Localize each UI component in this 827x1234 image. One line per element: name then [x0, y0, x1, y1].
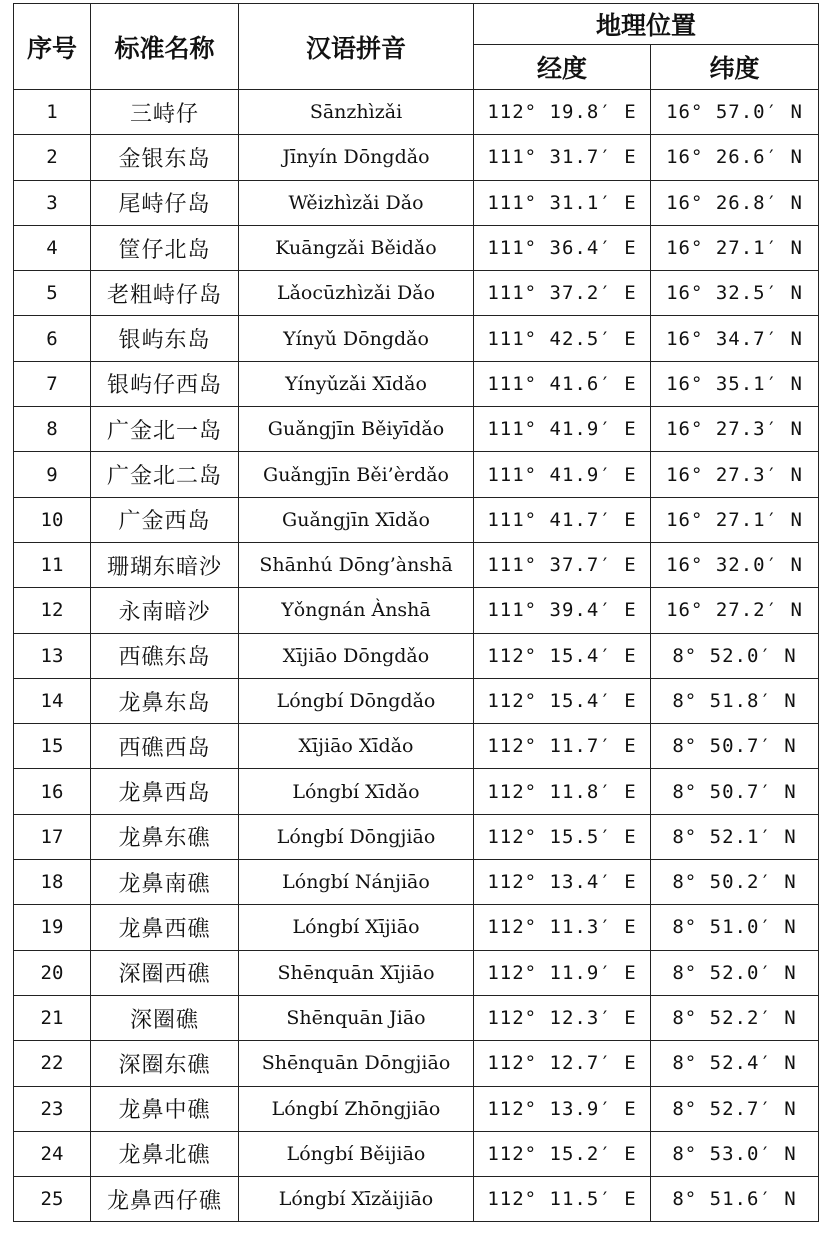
longitude-value: 112° 15.4′ E	[474, 678, 651, 723]
row-index: 19	[14, 905, 91, 950]
longitude-value: 112° 11.7′ E	[474, 724, 651, 769]
latitude-value: 16° 26.8′ N	[651, 180, 819, 225]
table-row	[14, 452, 819, 497]
row-index: 17	[14, 814, 91, 859]
latitude-value: 8° 52.4′ N	[651, 1041, 819, 1086]
pinyin-name: Guǎngjīn Běiyīdǎo	[239, 407, 474, 452]
pinyin-name: Lóngbí Xīdǎo	[239, 769, 474, 814]
longitude-value: 112° 15.5′ E	[474, 814, 651, 859]
table-row	[14, 950, 819, 995]
row-index: 25	[14, 1177, 91, 1222]
pinyin-name: Wěizhìzǎi Dǎo	[239, 180, 474, 225]
standard-name: 龙鼻西岛	[91, 769, 239, 814]
latitude-value: 16° 27.3′ N	[651, 407, 819, 452]
header-geographic-location: 地理位置	[474, 4, 819, 45]
standard-name: 龙鼻西礁	[91, 905, 239, 950]
table-row	[14, 90, 819, 135]
pinyin-name: Shēnquān Jiāo	[239, 995, 474, 1040]
table-row	[14, 588, 819, 633]
longitude-value: 111° 41.9′ E	[474, 407, 651, 452]
pinyin-name: Shēnquān Xījiāo	[239, 950, 474, 995]
latitude-value: 8° 50.2′ N	[651, 860, 819, 905]
standard-name: 龙鼻东岛	[91, 678, 239, 723]
standard-name: 龙鼻西仔礁	[91, 1177, 239, 1222]
geographic-names-table	[13, 3, 819, 1222]
table-row	[14, 1177, 819, 1222]
row-index: 20	[14, 950, 91, 995]
table-row	[14, 905, 819, 950]
standard-name: 金银东岛	[91, 135, 239, 180]
pinyin-name: Shānhú Dōng’ànshā	[239, 542, 474, 587]
standard-name: 尾峙仔岛	[91, 180, 239, 225]
latitude-value: 16° 57.0′ N	[651, 90, 819, 135]
standard-name: 深圈西礁	[91, 950, 239, 995]
longitude-value: 111° 37.2′ E	[474, 271, 651, 316]
header-latitude: 纬度	[651, 45, 819, 90]
standard-name: 广金西岛	[91, 497, 239, 542]
row-index: 18	[14, 860, 91, 905]
pinyin-name: Lǎocūzhìzǎi Dǎo	[239, 271, 474, 316]
latitude-value: 16° 34.7′ N	[651, 316, 819, 361]
standard-name: 深圈礁	[91, 995, 239, 1040]
longitude-value: 112° 15.4′ E	[474, 633, 651, 678]
header-index: 序号	[14, 4, 91, 90]
longitude-value: 112° 13.9′ E	[474, 1086, 651, 1131]
row-index: 9	[14, 452, 91, 497]
table-row	[14, 271, 819, 316]
pinyin-name: Lóngbí Běijiāo	[239, 1131, 474, 1176]
longitude-value: 111° 41.7′ E	[474, 497, 651, 542]
row-index: 1	[14, 90, 91, 135]
standard-name: 龙鼻北礁	[91, 1131, 239, 1176]
latitude-value: 8° 51.0′ N	[651, 905, 819, 950]
row-index: 6	[14, 316, 91, 361]
row-index: 11	[14, 542, 91, 587]
header-longitude: 经度	[474, 45, 651, 90]
row-index: 7	[14, 361, 91, 406]
longitude-value: 112° 12.3′ E	[474, 995, 651, 1040]
longitude-value: 112° 15.2′ E	[474, 1131, 651, 1176]
table-row	[14, 860, 819, 905]
longitude-value: 112° 11.5′ E	[474, 1177, 651, 1222]
pinyin-name: Yínyǔ Dōngdǎo	[239, 316, 474, 361]
longitude-value: 111° 41.9′ E	[474, 452, 651, 497]
row-index: 5	[14, 271, 91, 316]
latitude-value: 16° 27.1′ N	[651, 497, 819, 542]
latitude-value: 8° 52.1′ N	[651, 814, 819, 859]
pinyin-name: Shēnquān Dōngjiāo	[239, 1041, 474, 1086]
row-index: 21	[14, 995, 91, 1040]
row-index: 8	[14, 407, 91, 452]
pinyin-name: Lóngbí Xīzǎijiāo	[239, 1177, 474, 1222]
latitude-value: 8° 50.7′ N	[651, 724, 819, 769]
standard-name: 银屿东岛	[91, 316, 239, 361]
pinyin-name: Lóngbí Xījiāo	[239, 905, 474, 950]
standard-name: 永南暗沙	[91, 588, 239, 633]
latitude-value: 16° 27.2′ N	[651, 588, 819, 633]
latitude-value: 16° 27.1′ N	[651, 225, 819, 270]
standard-name: 广金北二岛	[91, 452, 239, 497]
standard-name: 西礁东岛	[91, 633, 239, 678]
table-row	[14, 135, 819, 180]
pinyin-name: Lóngbí Zhōngjiāo	[239, 1086, 474, 1131]
longitude-value: 111° 41.6′ E	[474, 361, 651, 406]
table-row	[14, 542, 819, 587]
longitude-value: 111° 37.7′ E	[474, 542, 651, 587]
header-standard-name: 标准名称	[91, 4, 239, 90]
header-pinyin: 汉语拼音	[239, 4, 474, 90]
longitude-value: 111° 36.4′ E	[474, 225, 651, 270]
standard-name: 银屿仔西岛	[91, 361, 239, 406]
table-row	[14, 1086, 819, 1131]
longitude-value: 112° 11.3′ E	[474, 905, 651, 950]
row-index: 16	[14, 769, 91, 814]
standard-name: 筐仔北岛	[91, 225, 239, 270]
standard-name: 广金北一岛	[91, 407, 239, 452]
pinyin-name: Guǎngjīn Xīdǎo	[239, 497, 474, 542]
latitude-value: 8° 52.0′ N	[651, 633, 819, 678]
pinyin-name: Jīnyín Dōngdǎo	[239, 135, 474, 180]
row-index: 15	[14, 724, 91, 769]
longitude-value: 112° 11.9′ E	[474, 950, 651, 995]
standard-name: 龙鼻中礁	[91, 1086, 239, 1131]
table-row	[14, 180, 819, 225]
pinyin-name: Lóngbí Dōngdǎo	[239, 678, 474, 723]
latitude-value: 8° 51.8′ N	[651, 678, 819, 723]
table-body	[14, 90, 819, 1222]
row-index: 3	[14, 180, 91, 225]
longitude-value: 112° 13.4′ E	[474, 860, 651, 905]
pinyin-name: Guǎngjīn Běi’èrdǎo	[239, 452, 474, 497]
standard-name: 老粗峙仔岛	[91, 271, 239, 316]
standard-name: 珊瑚东暗沙	[91, 542, 239, 587]
table-row	[14, 497, 819, 542]
longitude-value: 112° 11.8′ E	[474, 769, 651, 814]
latitude-value: 16° 32.0′ N	[651, 542, 819, 587]
latitude-value: 8° 52.2′ N	[651, 995, 819, 1040]
row-index: 10	[14, 497, 91, 542]
latitude-value: 8° 52.7′ N	[651, 1086, 819, 1131]
table-row	[14, 407, 819, 452]
row-index: 13	[14, 633, 91, 678]
row-index: 22	[14, 1041, 91, 1086]
longitude-value: 111° 31.7′ E	[474, 135, 651, 180]
table-row	[14, 225, 819, 270]
table-row	[14, 1041, 819, 1086]
latitude-value: 8° 53.0′ N	[651, 1131, 819, 1176]
pinyin-name: Yǒngnán Ànshā	[239, 588, 474, 633]
table-row	[14, 633, 819, 678]
latitude-value: 16° 35.1′ N	[651, 361, 819, 406]
table-row	[14, 724, 819, 769]
table-row	[14, 361, 819, 406]
row-index: 14	[14, 678, 91, 723]
row-index: 2	[14, 135, 91, 180]
table-row	[14, 769, 819, 814]
latitude-value: 8° 52.0′ N	[651, 950, 819, 995]
pinyin-name: Kuāngzǎi Běidǎo	[239, 225, 474, 270]
table-row	[14, 995, 819, 1040]
longitude-value: 112° 12.7′ E	[474, 1041, 651, 1086]
pinyin-name: Sānzhìzǎi	[239, 90, 474, 135]
longitude-value: 111° 39.4′ E	[474, 588, 651, 633]
standard-name: 龙鼻南礁	[91, 860, 239, 905]
table-row	[14, 678, 819, 723]
standard-name: 深圈东礁	[91, 1041, 239, 1086]
table-header	[14, 4, 819, 90]
pinyin-name: Lóngbí Dōngjiāo	[239, 814, 474, 859]
standard-name: 龙鼻东礁	[91, 814, 239, 859]
row-index: 12	[14, 588, 91, 633]
table-row	[14, 1131, 819, 1176]
pinyin-name: Lóngbí Nánjiāo	[239, 860, 474, 905]
table-row	[14, 316, 819, 361]
longitude-value: 111° 42.5′ E	[474, 316, 651, 361]
pinyin-name: Xījiāo Dōngdǎo	[239, 633, 474, 678]
standard-name: 西礁西岛	[91, 724, 239, 769]
row-index: 23	[14, 1086, 91, 1131]
standard-name: 三峙仔	[91, 90, 239, 135]
latitude-value: 16° 26.6′ N	[651, 135, 819, 180]
row-index: 4	[14, 225, 91, 270]
pinyin-name: Xījiāo Xīdǎo	[239, 724, 474, 769]
latitude-value: 16° 32.5′ N	[651, 271, 819, 316]
longitude-value: 112° 19.8′ E	[474, 90, 651, 135]
table-row	[14, 814, 819, 859]
latitude-value: 8° 50.7′ N	[651, 769, 819, 814]
longitude-value: 111° 31.1′ E	[474, 180, 651, 225]
latitude-value: 8° 51.6′ N	[651, 1177, 819, 1222]
pinyin-name: Yínyǔzǎi Xīdǎo	[239, 361, 474, 406]
row-index: 24	[14, 1131, 91, 1176]
latitude-value: 16° 27.3′ N	[651, 452, 819, 497]
